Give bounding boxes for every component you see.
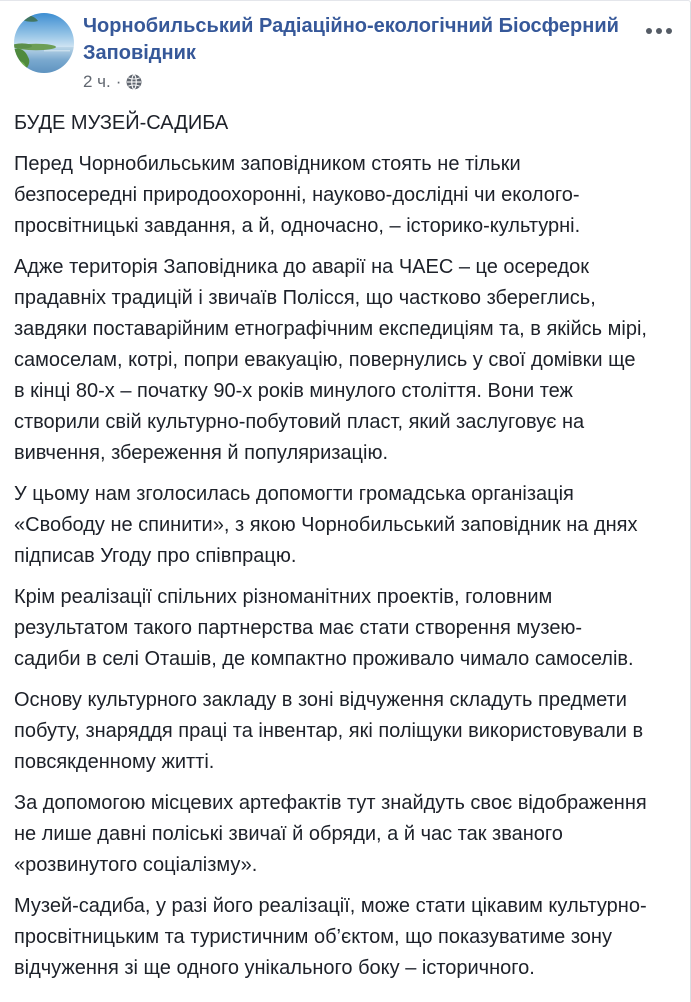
page-avatar[interactable] — [14, 13, 74, 73]
post-header-text — [83, 13, 628, 93]
avatar-landscape-image — [14, 13, 74, 73]
post-meta — [83, 71, 628, 93]
post-paragraph: Перед Чорнобильським заповідником стоять не тільки безпосередні природоохоронні, науково-дослідні чи еколого-просвітницькі завдання, а й, одночасно, – історико-культурні. — [14, 153, 581, 237]
meta-separator: · — [115, 72, 122, 91]
post-title-line: БУДЕ МУЗЕЙ-САДИБА — [14, 112, 229, 134]
post-paragraph: Основу культурного закладу в зоні відчуження складуть предмети побуту, знаряддя праці та інвентар, які поліщуки використовували в повсякденному житті. — [14, 689, 649, 773]
post-paragraph: У цьому нам зголосилась допомогти громадська організація «Свободу не спинити», з якою Чорнобильський заповідник на днях підписав Угоду про співпрацю. — [14, 483, 644, 567]
post-body — [0, 93, 690, 1002]
timestamp-link[interactable]: 2 ч. — [83, 72, 111, 91]
post-header — [0, 1, 690, 93]
post-paragraph: Музей-садиба, у разі його реалізації, може стати цікавим культурно-просвітницьким та туристичним об’єктом, що показуватиме зону відчуження зі ще одного унікального боку – історичного. — [14, 895, 647, 979]
post-paragraph: Крім реалізації спільних різноманітних проектів, головним результатом такого партнерства має стати створення музею-садиби в селі Оташів, де компактно проживало чимало самоселів. — [14, 586, 634, 670]
more-options-icon — [642, 28, 672, 34]
globe-icon — [126, 74, 142, 90]
page-name-link[interactable]: Чорнобильський Радіаційно-екологічний Біосферний Заповідник — [83, 15, 619, 64]
more-options-button[interactable] — [636, 19, 672, 43]
post-paragraph: Адже територія Заповідника до аварії на ЧАЕС – це осередок прадавніх традицій і звичаїв Полісся, що частково збереглись, завдяки поставарійним етнографічним експедиціям та, в якійсь мірі, самоселам, котрі, попри евакуацію, повернулись у свої домівки ще в кінці 80-х – початку 90-х років минулого століття. Вони теж створили свій культурно-побутовий пласт, який заслуговує на вивчення, збереження й популяризацію. — [14, 256, 653, 464]
post-paragraph: За допомогою місцевих артефактів тут знайдуть своє відображення не лише давні поліські звичаї й обряди, а й час так званого «розвинутого соціалізму». — [14, 792, 653, 876]
